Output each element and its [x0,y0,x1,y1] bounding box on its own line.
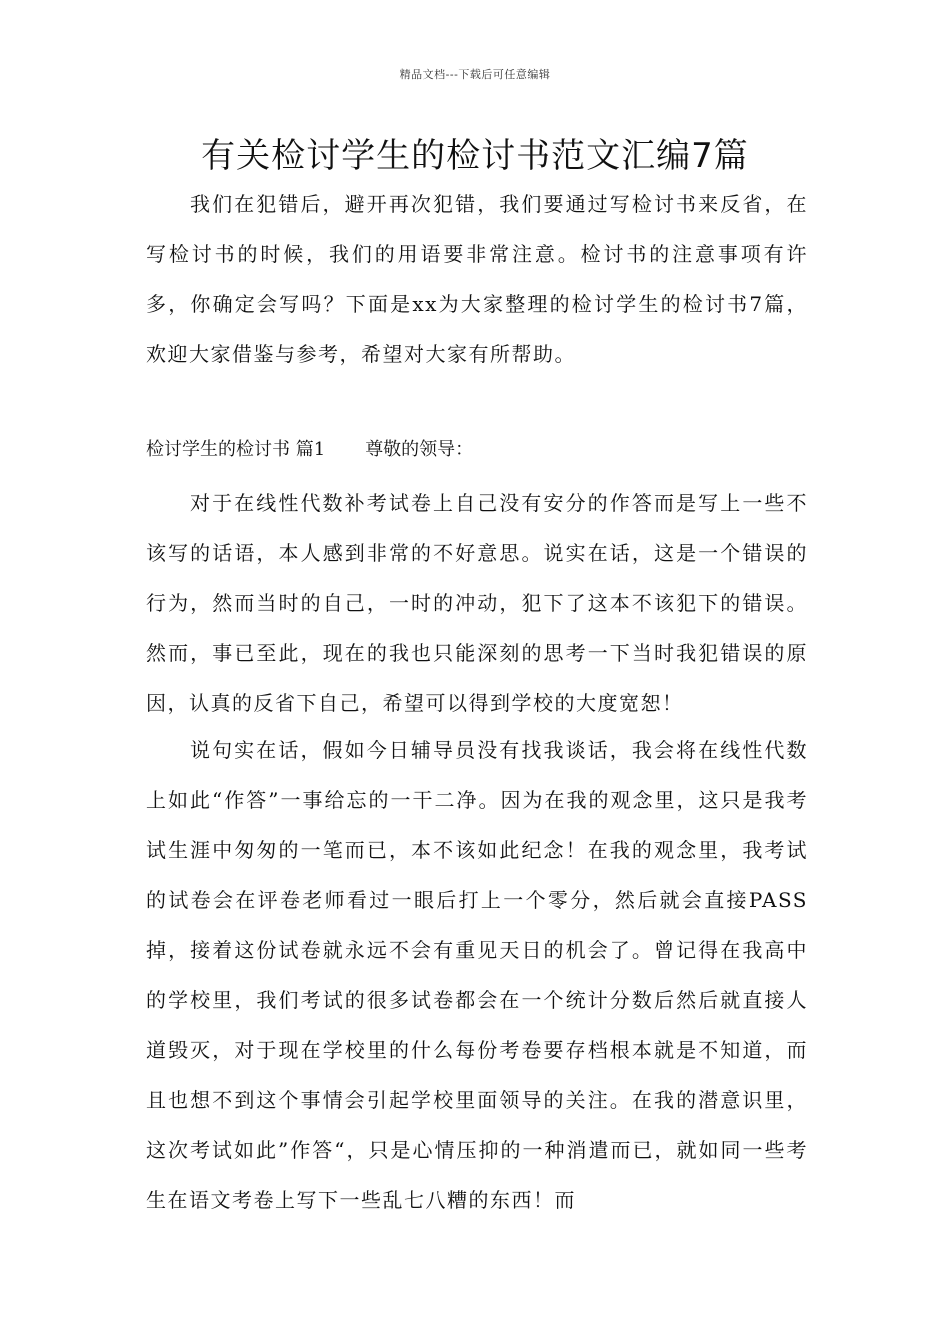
section-heading: 检讨学生的检讨书 篇1 [146,439,326,460]
salutation: 尊敬的领导： [365,439,474,460]
header-note: 精品文档---下载后可任意编辑 [399,68,551,81]
document-title: 有关检讨学生的检讨书范文汇编7篇 [201,136,749,176]
section-heading-row [146,430,808,470]
intro-paragraph: 我们在犯错后，避开再次犯错，我们要通过写检讨书来反省，在写检讨书的时候，我们的用语要非常注意。检讨书的注意事项有许多，你确定会写吗？下面是xx为大家整理的检讨学生的检讨书7篇，欢迎大家借鉴与参考，希望对大家有所帮助。 [146,192,808,366]
body-paragraph-2: 说句实在话，假如今日辅导员没有找我谈话，我会将在线性代数上如此“作答”一事给忘的一干二净。因为在我的观念里，这只是我考试生涯中匆匆的一笔而已，本不该如此纪念！在我的观念里，我考试的试卷会在评卷老师看过一眼后打上一个零分，然后就会直接PASS掉，接着这份试卷就永远不会有重见天日的机会了。曾记得在我高中的学校里，我们考试的很多试卷都会在一个统计分数后然后就直接人道毁灭，对于现在学校里的什么每份考卷要存档根本就是不知道，而且也想不到这个事情会引起学校里面领导的关注。在我的潜意识里，这次考试如此”作答“，只是心情压抑的一种消遣而已，就如同一些考生在语文考卷上写下一些乱七八糟的东西！而 [146,738,808,1212]
body-paragraph-1: 对于在线性代数补考试卷上自己没有安分的作答而是写上一些不该写的话语，本人感到非常的不好意思。说实在话，这是一个错误的行为，然而当时的自己，一时的冲动，犯下了这本不该犯下的错误。然而，事已至此，现在的我也只能深刻的思考一下当时我犯错误的原因，认真的反省下自己，希望可以得到学校的大度宽恕！ [146,491,808,715]
